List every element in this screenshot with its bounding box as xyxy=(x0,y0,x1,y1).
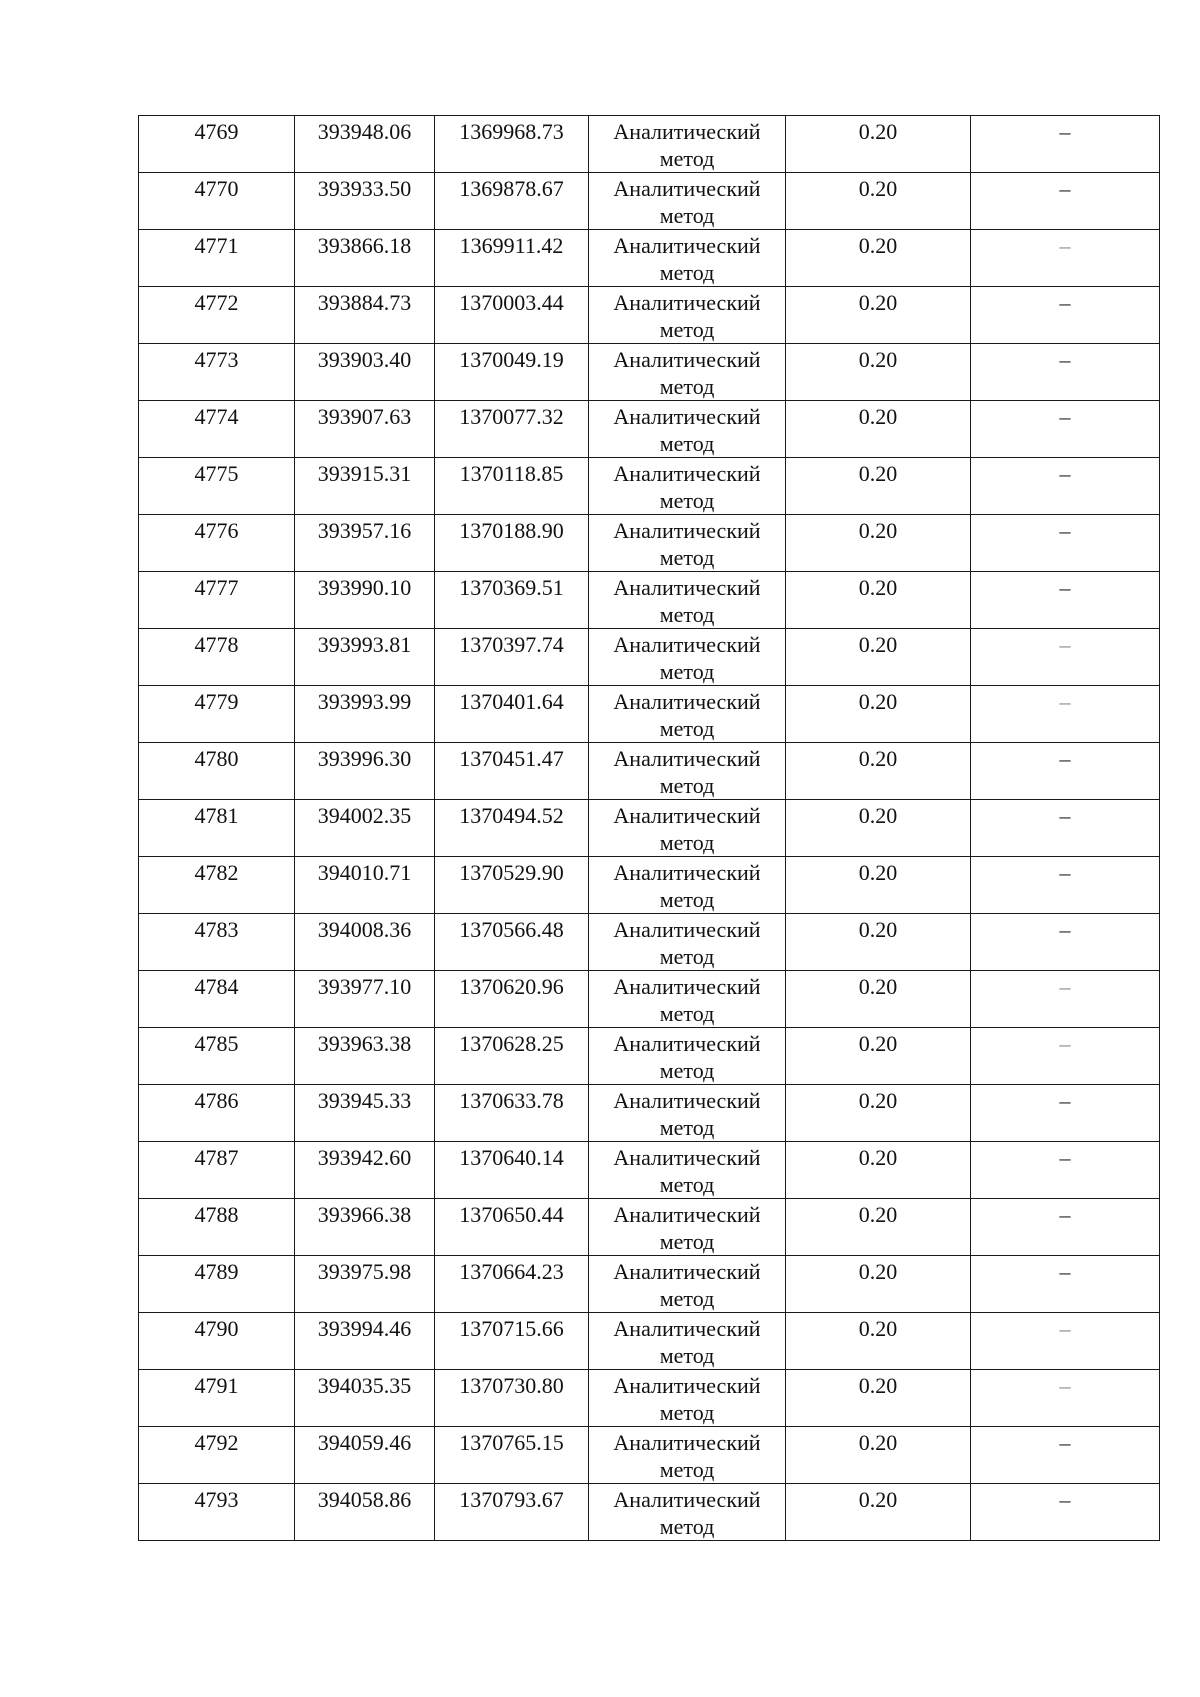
table-row xyxy=(139,1028,1160,1085)
y-coordinate-cell: 1369878.67 xyxy=(435,173,589,230)
x-coordinate-cell: 393866.18 xyxy=(295,230,435,287)
y-coordinate-cell: 1370401.64 xyxy=(435,686,589,743)
table-row xyxy=(139,1085,1160,1142)
table-row xyxy=(139,344,1160,401)
table-row xyxy=(139,458,1160,515)
x-coordinate-cell: 393933.50 xyxy=(295,173,435,230)
x-coordinate-cell: 393945.33 xyxy=(295,1085,435,1142)
y-coordinate-cell: 1370451.47 xyxy=(435,743,589,800)
method-cell: Аналитический метод xyxy=(589,686,786,743)
accuracy-cell: 0.20 xyxy=(786,1028,971,1085)
y-coordinate-cell: 1370765.15 xyxy=(435,1427,589,1484)
note-cell: – xyxy=(971,1427,1160,1484)
table-row xyxy=(139,173,1160,230)
note-cell: – xyxy=(971,629,1160,686)
accuracy-cell: 0.20 xyxy=(786,1370,971,1427)
x-coordinate-cell: 393915.31 xyxy=(295,458,435,515)
y-coordinate-cell: 1370620.96 xyxy=(435,971,589,1028)
note-cell: – xyxy=(971,1370,1160,1427)
point-number-cell: 4774 xyxy=(139,401,295,458)
y-coordinate-cell: 1370633.78 xyxy=(435,1085,589,1142)
table-row xyxy=(139,116,1160,173)
table-row xyxy=(139,743,1160,800)
note-cell: – xyxy=(971,173,1160,230)
point-number-cell: 4784 xyxy=(139,971,295,1028)
accuracy-cell: 0.20 xyxy=(786,1256,971,1313)
note-cell: – xyxy=(971,230,1160,287)
y-coordinate-cell: 1369911.42 xyxy=(435,230,589,287)
method-cell: Аналитический метод xyxy=(589,1028,786,1085)
accuracy-cell: 0.20 xyxy=(786,1427,971,1484)
point-number-cell: 4781 xyxy=(139,800,295,857)
method-cell: Аналитический метод xyxy=(589,800,786,857)
x-coordinate-cell: 393977.10 xyxy=(295,971,435,1028)
y-coordinate-cell: 1370650.44 xyxy=(435,1199,589,1256)
table-row xyxy=(139,1427,1160,1484)
point-number-cell: 4785 xyxy=(139,1028,295,1085)
method-cell: Аналитический метод xyxy=(589,572,786,629)
point-number-cell: 4787 xyxy=(139,1142,295,1199)
note-cell: – xyxy=(971,914,1160,971)
x-coordinate-cell: 393993.99 xyxy=(295,686,435,743)
x-coordinate-cell: 393907.63 xyxy=(295,401,435,458)
coordinates-table-body xyxy=(139,116,1160,1541)
note-cell: – xyxy=(971,344,1160,401)
table-row xyxy=(139,800,1160,857)
point-number-cell: 4791 xyxy=(139,1370,295,1427)
accuracy-cell: 0.20 xyxy=(786,629,971,686)
accuracy-cell: 0.20 xyxy=(786,857,971,914)
y-coordinate-cell: 1370003.44 xyxy=(435,287,589,344)
table-row xyxy=(139,287,1160,344)
note-cell: – xyxy=(971,1199,1160,1256)
accuracy-cell: 0.20 xyxy=(786,401,971,458)
note-cell: – xyxy=(971,401,1160,458)
accuracy-cell: 0.20 xyxy=(786,800,971,857)
note-cell: – xyxy=(971,743,1160,800)
x-coordinate-cell: 393994.46 xyxy=(295,1313,435,1370)
accuracy-cell: 0.20 xyxy=(786,287,971,344)
table-row xyxy=(139,1199,1160,1256)
x-coordinate-cell: 393903.40 xyxy=(295,344,435,401)
table-row xyxy=(139,515,1160,572)
note-cell: – xyxy=(971,1256,1160,1313)
point-number-cell: 4770 xyxy=(139,173,295,230)
x-coordinate-cell: 394002.35 xyxy=(295,800,435,857)
coordinates-table xyxy=(138,115,1160,1541)
table-row xyxy=(139,971,1160,1028)
table-row xyxy=(139,1484,1160,1541)
note-cell: – xyxy=(971,287,1160,344)
y-coordinate-cell: 1370793.67 xyxy=(435,1484,589,1541)
method-cell: Аналитический метод xyxy=(589,401,786,458)
point-number-cell: 4771 xyxy=(139,230,295,287)
y-coordinate-cell: 1370049.19 xyxy=(435,344,589,401)
table-row xyxy=(139,857,1160,914)
x-coordinate-cell: 393990.10 xyxy=(295,572,435,629)
y-coordinate-cell: 1370730.80 xyxy=(435,1370,589,1427)
table-row xyxy=(139,686,1160,743)
method-cell: Аналитический метод xyxy=(589,1484,786,1541)
x-coordinate-cell: 394008.36 xyxy=(295,914,435,971)
point-number-cell: 4780 xyxy=(139,743,295,800)
point-number-cell: 4775 xyxy=(139,458,295,515)
note-cell: – xyxy=(971,1085,1160,1142)
point-number-cell: 4772 xyxy=(139,287,295,344)
accuracy-cell: 0.20 xyxy=(786,743,971,800)
y-coordinate-cell: 1370529.90 xyxy=(435,857,589,914)
note-cell: – xyxy=(971,1028,1160,1085)
y-coordinate-cell: 1370369.51 xyxy=(435,572,589,629)
table-row xyxy=(139,914,1160,971)
x-coordinate-cell: 393948.06 xyxy=(295,116,435,173)
note-cell: – xyxy=(971,572,1160,629)
x-coordinate-cell: 394059.46 xyxy=(295,1427,435,1484)
table-row xyxy=(139,572,1160,629)
point-number-cell: 4782 xyxy=(139,857,295,914)
accuracy-cell: 0.20 xyxy=(786,914,971,971)
table-row xyxy=(139,1142,1160,1199)
x-coordinate-cell: 393996.30 xyxy=(295,743,435,800)
point-number-cell: 4788 xyxy=(139,1199,295,1256)
y-coordinate-cell: 1370640.14 xyxy=(435,1142,589,1199)
y-coordinate-cell: 1370494.52 xyxy=(435,800,589,857)
point-number-cell: 4783 xyxy=(139,914,295,971)
x-coordinate-cell: 393884.73 xyxy=(295,287,435,344)
table-row xyxy=(139,401,1160,458)
y-coordinate-cell: 1369968.73 xyxy=(435,116,589,173)
accuracy-cell: 0.20 xyxy=(786,458,971,515)
table-row xyxy=(139,629,1160,686)
table-row xyxy=(139,1313,1160,1370)
accuracy-cell: 0.20 xyxy=(786,572,971,629)
note-cell: – xyxy=(971,971,1160,1028)
note-cell: – xyxy=(971,116,1160,173)
method-cell: Аналитический метод xyxy=(589,116,786,173)
method-cell: Аналитический метод xyxy=(589,458,786,515)
accuracy-cell: 0.20 xyxy=(786,1199,971,1256)
y-coordinate-cell: 1370628.25 xyxy=(435,1028,589,1085)
point-number-cell: 4769 xyxy=(139,116,295,173)
accuracy-cell: 0.20 xyxy=(786,344,971,401)
y-coordinate-cell: 1370715.66 xyxy=(435,1313,589,1370)
point-number-cell: 4789 xyxy=(139,1256,295,1313)
x-coordinate-cell: 393942.60 xyxy=(295,1142,435,1199)
note-cell: – xyxy=(971,686,1160,743)
accuracy-cell: 0.20 xyxy=(786,1313,971,1370)
x-coordinate-cell: 394035.35 xyxy=(295,1370,435,1427)
x-coordinate-cell: 393957.16 xyxy=(295,515,435,572)
y-coordinate-cell: 1370077.32 xyxy=(435,401,589,458)
table-row xyxy=(139,1256,1160,1313)
x-coordinate-cell: 394058.86 xyxy=(295,1484,435,1541)
method-cell: Аналитический метод xyxy=(589,629,786,686)
point-number-cell: 4779 xyxy=(139,686,295,743)
accuracy-cell: 0.20 xyxy=(786,1085,971,1142)
note-cell: – xyxy=(971,1313,1160,1370)
accuracy-cell: 0.20 xyxy=(786,686,971,743)
point-number-cell: 4777 xyxy=(139,572,295,629)
method-cell: Аналитический метод xyxy=(589,914,786,971)
y-coordinate-cell: 1370118.85 xyxy=(435,458,589,515)
y-coordinate-cell: 1370397.74 xyxy=(435,629,589,686)
y-coordinate-cell: 1370664.23 xyxy=(435,1256,589,1313)
y-coordinate-cell: 1370566.48 xyxy=(435,914,589,971)
method-cell: Аналитический метод xyxy=(589,230,786,287)
x-coordinate-cell: 393966.38 xyxy=(295,1199,435,1256)
y-coordinate-cell: 1370188.90 xyxy=(435,515,589,572)
point-number-cell: 4792 xyxy=(139,1427,295,1484)
point-number-cell: 4778 xyxy=(139,629,295,686)
x-coordinate-cell: 393975.98 xyxy=(295,1256,435,1313)
note-cell: – xyxy=(971,1142,1160,1199)
method-cell: Аналитический метод xyxy=(589,1085,786,1142)
method-cell: Аналитический метод xyxy=(589,1370,786,1427)
accuracy-cell: 0.20 xyxy=(786,515,971,572)
method-cell: Аналитический метод xyxy=(589,971,786,1028)
method-cell: Аналитический метод xyxy=(589,1427,786,1484)
method-cell: Аналитический метод xyxy=(589,515,786,572)
x-coordinate-cell: 393993.81 xyxy=(295,629,435,686)
table-row xyxy=(139,1370,1160,1427)
note-cell: – xyxy=(971,800,1160,857)
point-number-cell: 4776 xyxy=(139,515,295,572)
method-cell: Аналитический метод xyxy=(589,857,786,914)
accuracy-cell: 0.20 xyxy=(786,116,971,173)
table-row xyxy=(139,230,1160,287)
point-number-cell: 4790 xyxy=(139,1313,295,1370)
note-cell: – xyxy=(971,458,1160,515)
method-cell: Аналитический метод xyxy=(589,743,786,800)
x-coordinate-cell: 393963.38 xyxy=(295,1028,435,1085)
accuracy-cell: 0.20 xyxy=(786,230,971,287)
accuracy-cell: 0.20 xyxy=(786,1142,971,1199)
method-cell: Аналитический метод xyxy=(589,1199,786,1256)
method-cell: Аналитический метод xyxy=(589,1142,786,1199)
method-cell: Аналитический метод xyxy=(589,173,786,230)
method-cell: Аналитический метод xyxy=(589,1256,786,1313)
method-cell: Аналитический метод xyxy=(589,287,786,344)
point-number-cell: 4773 xyxy=(139,344,295,401)
accuracy-cell: 0.20 xyxy=(786,1484,971,1541)
method-cell: Аналитический метод xyxy=(589,1313,786,1370)
method-cell: Аналитический метод xyxy=(589,344,786,401)
x-coordinate-cell: 394010.71 xyxy=(295,857,435,914)
note-cell: – xyxy=(971,857,1160,914)
point-number-cell: 4786 xyxy=(139,1085,295,1142)
note-cell: – xyxy=(971,515,1160,572)
note-cell: – xyxy=(971,1484,1160,1541)
point-number-cell: 4793 xyxy=(139,1484,295,1541)
accuracy-cell: 0.20 xyxy=(786,971,971,1028)
accuracy-cell: 0.20 xyxy=(786,173,971,230)
